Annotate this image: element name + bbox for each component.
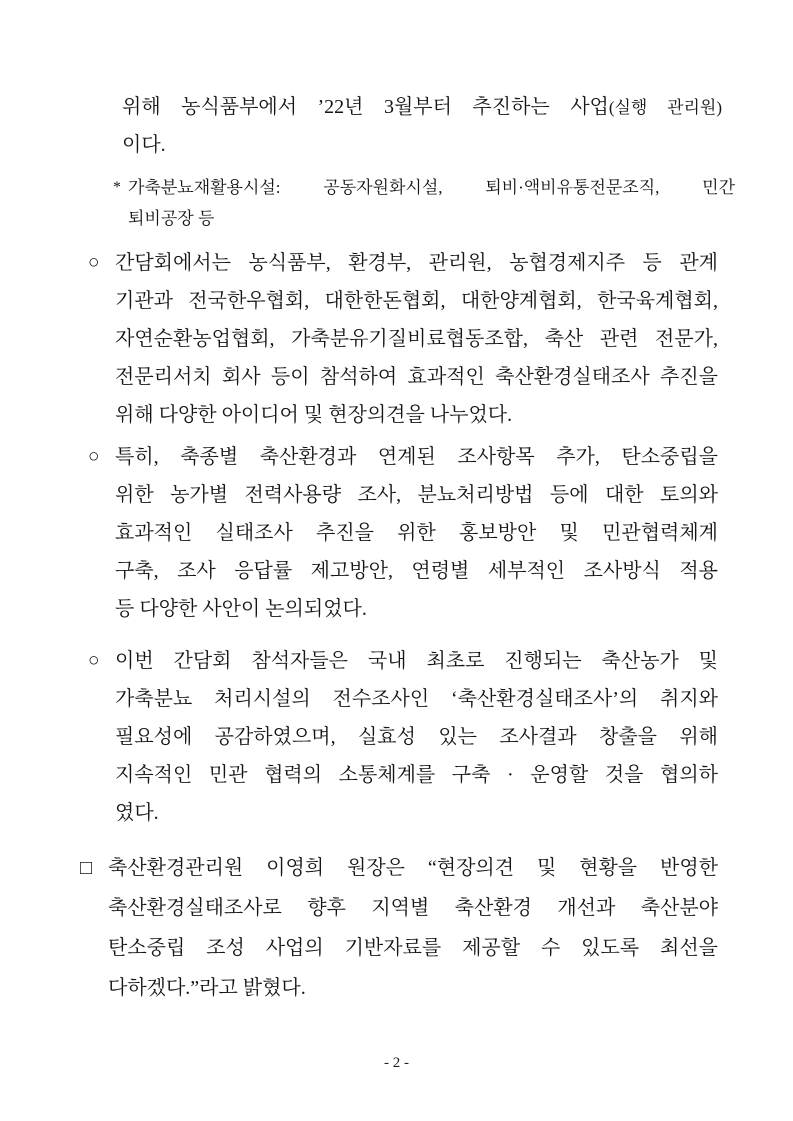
bullet-item-1 bbox=[88, 244, 718, 434]
text-line: 전문리서치 회사 등이 참석하여 효과적인 축산환경실태조사 추진을 bbox=[115, 366, 718, 388]
text-line: 위해 다양한 아이디어 및 현장의견을 나누었다. bbox=[115, 404, 513, 426]
text-line: 필요성에 공감하였으며, 실효성 있는 조사결과 창출을 위해 bbox=[115, 726, 718, 748]
circle-bullet: ○ bbox=[88, 446, 100, 467]
text-line: 효과적인 실태조사 추진을 위한 홍보방안 및 민관협력체계 bbox=[115, 522, 718, 544]
asterisk-marker: * bbox=[113, 179, 121, 196]
page-number: - 2 - bbox=[384, 1055, 409, 1071]
square-bullet: □ bbox=[80, 857, 93, 879]
text-line: 구축, 조사 응답률 제고방안, 연령별 세부적인 조사방식 적용 bbox=[115, 560, 718, 582]
text-line: 등 다양한 사안이 논의되었다. bbox=[115, 598, 367, 620]
paragraph-text: 위해 농식품부에서 ’22년 3월부터 추진하는 사업 bbox=[122, 96, 609, 118]
footnote-line: 가축분뇨재활용시설: 공동자원화시설, 퇴비·액비유통전문조직, 민간 bbox=[128, 178, 735, 197]
text-line: 축산환경관리원 이영희 원장은 “현장의견 및 현황을 반영한 bbox=[108, 857, 718, 879]
text-line: 이다. bbox=[122, 134, 166, 156]
text-line: 특히, 축종별 축산환경과 연계된 조사항목 추가, 탄소중립을 bbox=[115, 446, 718, 468]
circle-bullet: ○ bbox=[88, 650, 100, 671]
text-line: 탄소중립 조성 사업의 기반자료를 제공할 수 있도록 최선을 bbox=[108, 937, 718, 959]
text-line: 자연순환농업협회, 가축분유기질비료협동조합, 축산 관련 전문가, bbox=[115, 328, 718, 350]
text-line: 간담회에서는 농식품부, 환경부, 관리원, 농협경제지주 등 관계 bbox=[115, 252, 718, 274]
text-line: 이번 간담회 참석자들은 국내 최초로 진행되는 축산농가 및 bbox=[115, 650, 718, 672]
text-line: 였다. bbox=[115, 802, 159, 824]
text-line bbox=[122, 88, 722, 126]
circle-bullet: ○ bbox=[88, 252, 100, 273]
bullet-item-2 bbox=[88, 438, 718, 628]
text-line: 축산환경실태조사로 향후 지역별 축산환경 개선과 축산분야 bbox=[108, 897, 718, 919]
paragraph-continuation bbox=[122, 88, 722, 164]
text-line: 지속적인 민관 협력의 소통체계를 구축 · 운영할 것을 협의하 bbox=[115, 764, 718, 786]
parenthetical-text: (실행 관리원) bbox=[608, 98, 722, 117]
bullet-item-3 bbox=[88, 642, 718, 832]
text-line: 기관과 전국한우협회, 대한한돈협회, 대한양계협회, 한국육계협회, bbox=[115, 290, 718, 312]
footnote-block bbox=[113, 172, 735, 234]
bullet-item-4 bbox=[80, 848, 718, 1008]
text-line: 다하겠다.”라고 밝혔다. bbox=[108, 977, 306, 999]
text-line: 가축분뇨 처리시설의 전수조사인 ‘축산환경실태조사’의 취지와 bbox=[115, 688, 718, 710]
footnote-line: 퇴비공장 등 bbox=[128, 209, 215, 228]
text-line: 위한 농가별 전력사용량 조사, 분뇨처리방법 등에 대한 토의와 bbox=[115, 484, 718, 506]
